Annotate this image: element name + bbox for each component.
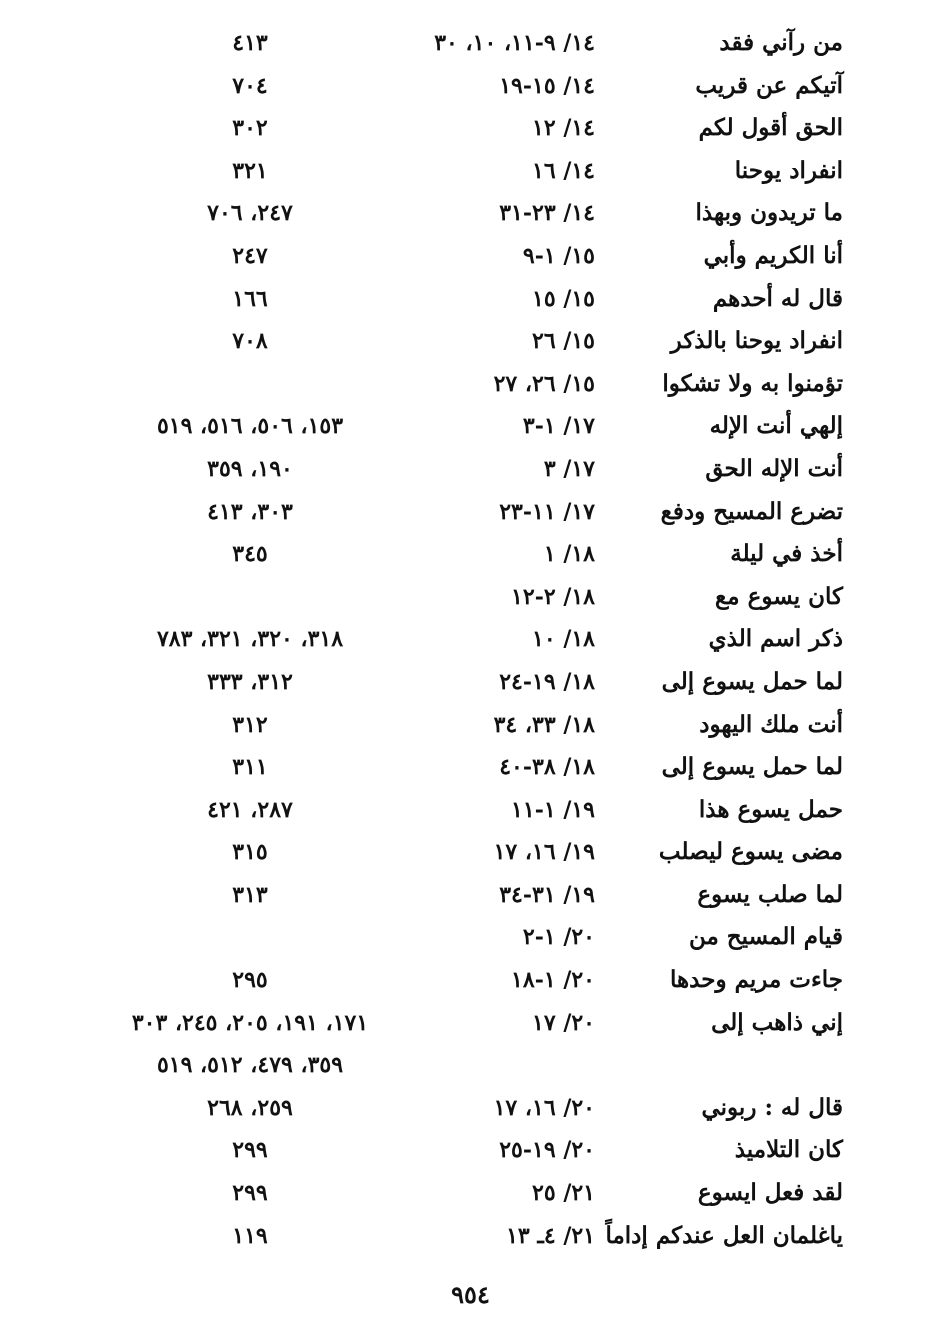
entry-title: إني ذاهب إلى [711, 1008, 843, 1036]
entry-pages: ٢٨٧، ٤٢١ [207, 796, 293, 823]
entry-pages: ٣١٥ [232, 839, 268, 866]
entry-reference: ٢٠/ ١٦، ١٧ [493, 1094, 595, 1121]
entry-reference: ١٧/ ١١-٢٣ [499, 498, 595, 525]
entry-title: كان التلاميذ [734, 1136, 843, 1164]
entry-reference: ١٤/ ٩-١١، ١٠، ٣٠ [434, 30, 595, 56]
entry-reference: ١٤/ ١٥-١٩ [499, 72, 595, 99]
entry-pages: ٤١٣ [232, 30, 268, 56]
index-row [0, 789, 941, 832]
entry-title: تضرع المسيح ودفع [660, 497, 843, 525]
entry-reference: ١٨/ ٢-١٢ [511, 583, 595, 610]
entry-pages: ٣١١ [232, 754, 268, 781]
entry-reference: ١٥/ ١٥ [532, 285, 595, 312]
index-row [0, 1087, 941, 1130]
entry-pages: ١٩٠، ٣٥٩ [207, 455, 293, 482]
entry-reference: ١٨/ ١٩-٢٤ [499, 668, 595, 695]
entry-title: قال له : ربوني [701, 1093, 843, 1121]
entry-pages: ١٧١، ١٩١، ٢٠٥، ٢٤٥، ٣٠٣ [131, 1009, 369, 1036]
entry-title: حمل يسوع هذا [698, 795, 843, 823]
index-row [0, 1129, 941, 1172]
index-row [0, 916, 941, 959]
entry-pages: ٣٤٥ [232, 541, 268, 568]
entry-title: أنت ملك اليهود [699, 710, 843, 738]
index-row [0, 278, 941, 321]
index-row [0, 959, 941, 1002]
entry-reference: ١٧/ ١-٣ [522, 413, 595, 440]
entry-reference: ٢١/ ٢٥ [532, 1180, 595, 1207]
entry-title: قال له أحدهم [712, 284, 843, 312]
entry-title: كان يسوع مع [715, 582, 843, 610]
entry-reference: ١٩/ ٣١-٣٤ [499, 881, 595, 908]
page-number: ٩٥٤ [451, 1280, 490, 1309]
index-row [0, 1002, 941, 1045]
entry-reference: ١٤/ ٢٣-٣١ [499, 200, 595, 227]
entry-title [583, 1044, 843, 1087]
entry-pages: ٢٤٧ [232, 242, 268, 269]
index-row [0, 874, 941, 917]
entry-title: ذكر اسم الذي [708, 625, 843, 653]
index-row [0, 363, 941, 406]
entry-title: أنا الكريم وأبي [703, 241, 843, 269]
index-row [0, 192, 941, 235]
entry-reference: ١٧/ ٣ [543, 455, 595, 482]
entry-title: انفراد يوحنا بالذكر [670, 327, 843, 355]
entry-title: جاءت مريم وحدها [670, 966, 843, 994]
entry-title: آتيكم عن قريب [695, 71, 843, 99]
index-row [0, 1215, 941, 1258]
index-row [0, 576, 941, 619]
index-row [0, 107, 941, 150]
entry-pages: ٢٩٩ [232, 1180, 268, 1207]
entry-reference: ١٥/ ٢٦ [532, 328, 595, 355]
entry-pages: ٣٢١ [232, 157, 268, 184]
entry-title: لما صلب يسوع [697, 880, 843, 908]
entry-pages: ٣٠٣، ٤١٣ [207, 498, 293, 525]
index-row [0, 320, 941, 363]
entry-pages: ٧٠٨ [232, 328, 268, 355]
entry-title: ما تريدون وبهذا [695, 199, 843, 227]
entry-reference: ١٨/ ١٠ [532, 626, 595, 653]
entry-pages: ١٦٦ [232, 285, 268, 312]
entry-title: إلهي أنت الإله [709, 412, 843, 440]
entry-pages: ٣١٢ [232, 711, 268, 738]
entry-title: ياغلمان العل عندكم إداماً [605, 1221, 843, 1249]
entry-pages: ٣١٨، ٣٢٠، ٣٢١، ٧٨٣ [156, 626, 344, 653]
entry-pages: ١٥٣، ٥٠٦، ٥١٦، ٥١٩ [156, 413, 344, 440]
entry-title: الحق أقول لكم [698, 114, 843, 142]
index-table [0, 22, 941, 1257]
entry-title: مضى يسوع ليصلب [658, 838, 843, 866]
index-row [0, 235, 941, 278]
entry-pages: ٢٤٧، ٧٠٦ [207, 200, 293, 227]
entry-reference [390, 1044, 595, 1087]
entry-title: لما حمل يسوع إلى [661, 667, 843, 695]
entry-reference: ٢٠/ ١-٢ [522, 924, 595, 951]
entry-reference: ٢٠/ ١٧ [532, 1009, 595, 1036]
entry-reference: ٢٠/ ١-١٨ [511, 967, 595, 994]
entry-reference: ١٨/ ٣٨-٤٠ [499, 754, 595, 781]
entry-reference: ٢٠/ ١٩-٢٥ [499, 1137, 595, 1164]
entry-title: تؤمنوا به ولا تشكوا [662, 369, 843, 397]
entry-reference: ١٥/ ٢٦، ٢٧ [493, 370, 595, 397]
entry-reference: ١٩/ ١-١١ [511, 796, 595, 823]
entry-title: أخذ في ليلة [730, 540, 843, 568]
index-row [0, 1044, 941, 1087]
index-row [0, 405, 941, 448]
index-row [0, 150, 941, 193]
index-row [0, 746, 941, 789]
entry-title: انفراد يوحنا [734, 156, 843, 184]
index-row [0, 65, 941, 108]
entry-reference: ٢١/ ٤ـ ١٣ [506, 1222, 595, 1249]
entry-title: لقد فعل ايسوع [697, 1179, 843, 1207]
entry-title: قيام المسيح من [688, 923, 843, 951]
entry-pages: ٣١٣ [232, 881, 268, 908]
entry-pages: ٣١٢، ٣٣٣ [207, 668, 293, 695]
entry-pages: ٢٩٥ [232, 967, 268, 994]
index-row [0, 448, 941, 491]
index-row [0, 704, 941, 747]
entry-title: أنت الإله الحق [705, 454, 843, 482]
index-row [0, 22, 941, 65]
entry-pages [105, 363, 395, 406]
entry-pages: ٧٠٤ [232, 72, 268, 99]
entry-reference: ١٤/ ١٦ [532, 157, 595, 184]
entry-pages [105, 916, 395, 959]
entry-reference: ١٤/ ١٢ [532, 115, 595, 142]
index-row [0, 1172, 941, 1215]
index-row [0, 661, 941, 704]
entry-reference: ١٩/ ١٦، ١٧ [493, 839, 595, 866]
entry-pages: ٣٠٢ [232, 115, 268, 142]
index-row [0, 618, 941, 661]
index-row [0, 831, 941, 874]
entry-title: لما حمل يسوع إلى [661, 753, 843, 781]
entry-reference: ١٨/ ٣٣، ٣٤ [493, 711, 595, 738]
entry-pages [105, 576, 395, 619]
entry-pages: ٢٥٩، ٢٦٨ [207, 1094, 293, 1121]
entry-reference: ١٨/ ١ [543, 541, 595, 568]
entry-reference: ١٥/ ١-٩ [522, 242, 595, 269]
entry-pages: ٢٩٩ [232, 1137, 268, 1164]
entry-title: من رآني فقد [719, 29, 843, 56]
index-row [0, 533, 941, 576]
entry-pages: ١١٩ [232, 1222, 268, 1249]
entry-pages: ٣٥٩، ٤٧٩، ٥١٢، ٥١٩ [156, 1052, 344, 1079]
index-row [0, 491, 941, 534]
